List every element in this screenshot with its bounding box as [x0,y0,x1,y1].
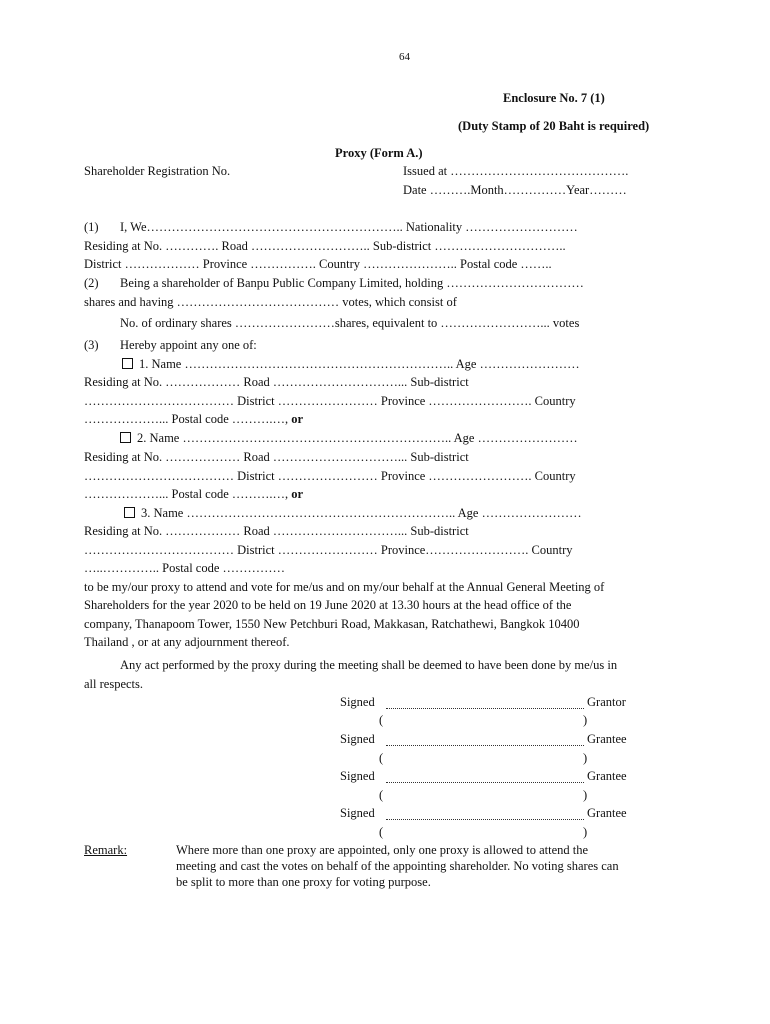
proxy-1-residing-line: Residing at No. ……………… Road …………………………... Sub-district [84,375,469,389]
purpose-line-4: Thailand , or at any adjournment thereof. [84,635,290,649]
district-line: District ……………… Province ……………. Country ………………….. Postal code …….. [84,257,552,271]
signed-label: Signed [340,732,375,746]
or-label: or [291,487,304,501]
proxy-2-checkbox[interactable] [120,432,131,443]
grantee-role: Grantee [587,732,627,746]
proxy-2-district-line: ……………………………… District …………………… Province ……………………. Country [84,469,576,483]
remark-label: Remark: [84,843,128,857]
form-title: Proxy (Form A.) [335,146,423,160]
votes-line: shares and having ………………………………… votes, which consist of [84,295,457,309]
grantor-signature-line[interactable] [386,708,584,709]
remark-line-2: meeting and cast the votes on behalf of the appointing shareholder. No voting shares can [176,859,619,873]
proxy-2-postal-line: ………………... Postal code ……….…, or [84,487,304,501]
section-1-number: (1) [84,220,99,234]
shareholding-line: Being a shareholder of Banpu Public Company Limited, holding …………………………… [120,276,584,290]
close-paren: ) [583,751,588,765]
open-paren: ( [379,713,384,727]
purpose-line-2: Shareholders for the year 2020 to be held on 19 June 2020 at 13.30 hours at the head office of the [84,598,572,612]
enclosure-label: Enclosure No. 7 (1) [503,91,605,105]
grantee-3-signature-line[interactable] [386,819,584,820]
purpose-line-3: company, Thanapoom Tower, 1550 New Petchburi Road, Makkasan, Ratchathewi, Bangkok 10400 [84,617,580,631]
name-nationality-line: I, We…………………………………………………….. Nationality ……………………… [120,220,578,234]
appoint-heading: Hereby appoint any one of: [120,338,257,352]
date-line: Date ……….Month……………Year……… [403,183,627,197]
proxy-1-district-line: ……………………………… District …………………… Province ……………………. Country [84,394,576,408]
proxy-3-name-line: 3. Name ……………………………………………………….. Age …………………… [124,506,582,521]
close-paren: ) [583,788,588,802]
ordinary-shares-line: No. of ordinary shares ……………………shares, equivalent to ……………………... votes [120,316,580,330]
proxy-1-name-line: 1. Name ……………………………………………………….. Age …………………… [122,357,580,372]
address-line: Residing at No. …………. Road ……………………….. Sub-district ………………………….. [84,239,566,253]
registration-label: Shareholder Registration No. [84,164,231,178]
proxy-3-postal-line: …..………….. Postal code …………… [84,561,286,575]
signed-label: Signed [340,695,375,709]
act-line-2: all respects. [84,677,144,691]
signed-label: Signed [340,769,375,783]
signed-label: Signed [340,806,375,820]
proxy-1-postal-line: ………………... Postal code ……….…, or [84,412,304,426]
open-paren: ( [379,788,384,802]
section-3-number: (3) [84,338,99,352]
grantor-role: Grantor [587,695,626,709]
purpose-line-1: to be my/our proxy to attend and vote for me/us and on my/our behalf at the Annual General Meeting of [84,580,605,594]
section-2-number: (2) [84,276,99,290]
grantee-role: Grantee [587,769,627,783]
or-label: or [291,412,304,426]
close-paren: ) [583,713,588,727]
proxy-2-name-line: 2. Name ……………………………………………………….. Age …………………… [120,431,578,446]
proxy-2-residing-line: Residing at No. ……………… Road …………………………... Sub-district [84,450,469,464]
open-paren: ( [379,825,384,839]
remark-line-3: be split to more than one proxy for voting purpose. [176,875,431,889]
remark-line-1: Where more than one proxy are appointed, only one proxy is allowed to attend the [176,843,589,857]
act-line-1: Any act performed by the proxy during the meeting shall be deemed to have been done by me/us in [120,658,618,672]
close-paren: ) [583,825,588,839]
open-paren: ( [379,751,384,765]
grantee-1-signature-line[interactable] [386,745,584,746]
proxy-3-residing-line: Residing at No. ……………… Road …………………………... Sub-district [84,524,469,538]
issued-at-line: Issued at ……………………………………. [403,164,629,178]
page-number: 64 [399,51,410,63]
proxy-1-checkbox[interactable] [122,358,133,369]
duty-stamp-note: (Duty Stamp of 20 Baht is required) [458,119,650,133]
grantee-2-signature-line[interactable] [386,782,584,783]
proxy-3-checkbox[interactable] [124,507,135,518]
proxy-3-district-line: ……………………………… District …………………… Province……………………. Country [84,543,573,557]
grantee-role: Grantee [587,806,627,820]
